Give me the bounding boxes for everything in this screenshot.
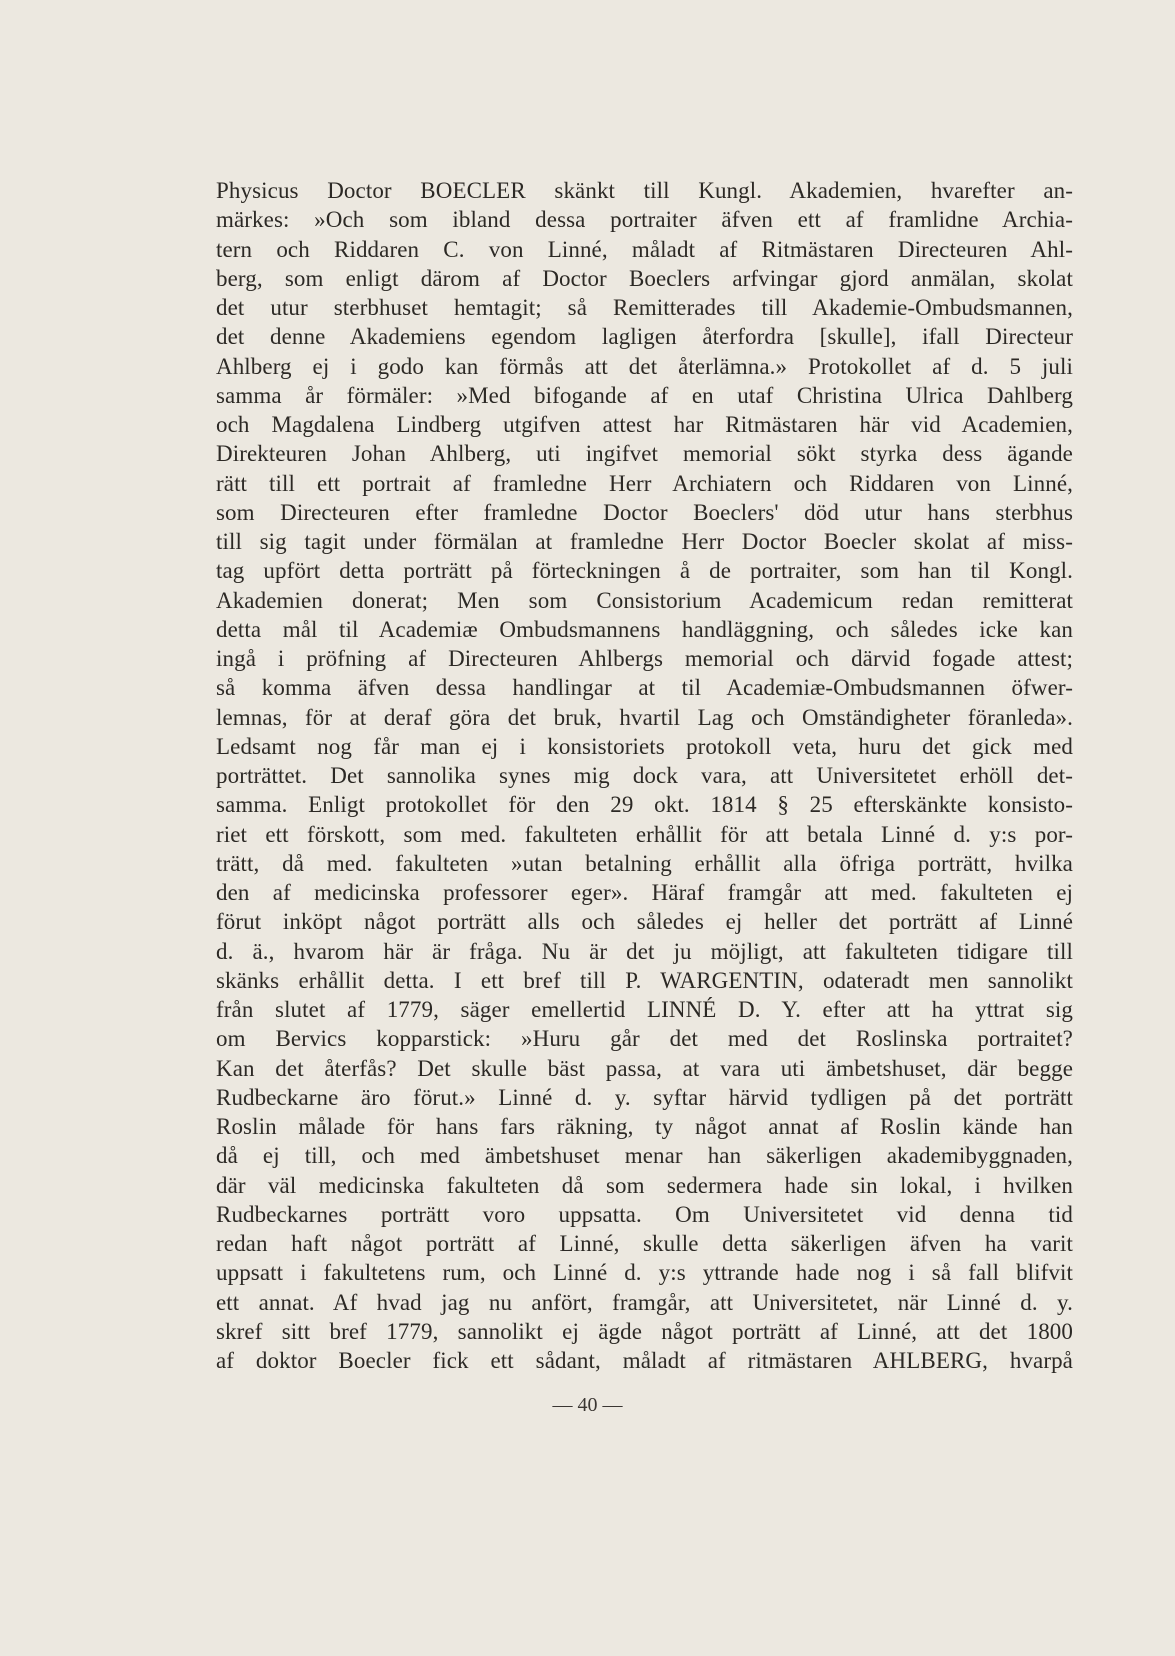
text-line: samma. Enligt protokollet för den 29 okt. 1814 § 25 efterskänkte konsisto- <box>216 792 1073 818</box>
text-line: skänks erhållit detta. I ett bref till P. WARGENTIN, odateradt men sannolikt <box>216 967 1073 993</box>
text-line: Kan det återfås? Det skulle bäst passa, at vara uti ämbetshuset, där begge <box>216 1055 1073 1081</box>
text-line: Rudbeckarne äro förut.» Linné d. y. syftar härvid tydligen på det porträtt <box>216 1084 1073 1110</box>
text-line: tern och Riddaren C. von Linné, måladt af Ritmästaren Directeuren Ahl- <box>216 236 1073 262</box>
page-number: — 40 — <box>552 1394 623 1416</box>
text-line: det utur sterbhuset hemtagit; så Remitterades till Akademie-Ombudsmannen, <box>216 295 1073 320</box>
text-line: och Magdalena Lindberg utgifven attest har Ritmästaren här vid Academien, <box>216 412 1073 437</box>
text-line: af doktor Boecler fick ett sådant, måladt af ritmästaren AHLBERG, hvarpå <box>216 1348 1073 1373</box>
text-line: berg, som enligt därom af Doctor Boeclers arfvingar gjord anmälan, skolat <box>216 265 1073 291</box>
text-line: porträttet. Det sannolika synes mig dock vara, att Universitetet erhöll det- <box>216 763 1073 788</box>
text-line: som Directeuren efter framledne Doctor Boeclers' död utur hans sterbhus <box>216 499 1073 525</box>
text-line: från slutet af 1779, säger emellertid LINNÉ D. Y. efter att ha yttrat sig <box>216 997 1073 1022</box>
text-line: tag upfört detta porträtt på förteckningen å de portraiter, som han til Kongl. <box>216 558 1073 584</box>
text-line: Ledsamt nog får man ej i konsistoriets protokoll veta, huru det gick med <box>216 733 1073 759</box>
body-text <box>216 176 1073 1375</box>
text-line: lemnas, för at deraf göra det bruk, hvartil Lag och Omständigheter föranleda». <box>216 704 1073 730</box>
text-line: rätt till ett portrait af framledne Herr Archiatern och Riddaren von Linné, <box>216 470 1073 496</box>
text-line: Rudbeckarnes porträtt voro uppsatta. Om Universitetet vid denna tid <box>216 1201 1073 1227</box>
text-line: om Bervics kopparstick: »Huru går det med det Roslinska portraitet? <box>216 1026 1073 1052</box>
text-line: så komma äfven dessa handlingar at til Academiæ-Ombudsmannen öfwer- <box>216 675 1073 701</box>
text-line: detta mål til Academiæ Ombudsmannens handläggning, och således icke kan <box>216 616 1073 642</box>
text-line: där väl medicinska fakulteten då som sedermera hade sin lokal, i hvilken <box>216 1172 1073 1198</box>
text-line: ett annat. Af hvad jag nu anfört, framgår, att Universitetet, när Linné d. y. <box>216 1289 1073 1315</box>
text-line: märkes: »Och som ibland dessa portraiter äfven ett af framlidne Archia- <box>216 207 1073 233</box>
text-line: redan haft något porträtt af Linné, skulle detta säkerligen äfven ha varit <box>216 1231 1073 1256</box>
text-line: uppsatt i fakultetens rum, och Linné d. y:s yttrande hade nog i så fall blifvit <box>216 1260 1073 1286</box>
text-line: Physicus Doctor BOECLER skänkt till Kungl. Akademien, hvarefter an- <box>216 178 1073 203</box>
text-line: Roslin målade för hans fars räkning, ty något annat af Roslin kände han <box>216 1114 1073 1139</box>
text-line: då ej till, och med ämbetshuset menar han säkerligen akademibyggnaden, <box>216 1143 1073 1169</box>
text-line: till sig tagit under förmälan at framledne Herr Doctor Boecler skolat af miss- <box>216 529 1073 554</box>
text-line: skref sitt bref 1779, sannolikt ej ägde något porträtt af Linné, att det 1800 <box>216 1318 1073 1344</box>
text-line: riet ett förskott, som med. fakulteten erhållit för att betala Linné d. y:s por- <box>216 821 1073 847</box>
text-line: den af medicinska professorer eger». Häraf framgår att med. fakulteten ej <box>216 880 1073 905</box>
text-line: Akademien donerat; Men som Consistorium Academicum redan remitterat <box>216 587 1073 613</box>
text-line: samma år förmäler: »Med bifogande af en utaf Christina Ulrica Dahlberg <box>216 382 1073 408</box>
text-line: d. ä., hvarom här är fråga. Nu är det ju möjligt, att fakulteten tidigare till <box>216 938 1073 964</box>
text-line: trätt, då med. fakulteten »utan betalning erhållit alla öfriga porträtt, hvilka <box>216 850 1073 876</box>
text-line: det denne Akademiens egendom lagligen återfordra [skulle], ifall Directeur <box>216 324 1073 350</box>
text-line: ingå i pröfning af Directeuren Ahlbergs memorial och därvid fogade attest; <box>216 646 1073 671</box>
text-line: Ahlberg ej i godo kan förmås att det återlämna.» Protokollet af d. 5 juli <box>216 353 1073 379</box>
text-line: förut inköpt något porträtt alls och således ej heller det porträtt af Linné <box>216 909 1073 935</box>
text-line: Direkteuren Johan Ahlberg, uti ingifvet memorial sökt styrka dess ägande <box>216 441 1073 467</box>
